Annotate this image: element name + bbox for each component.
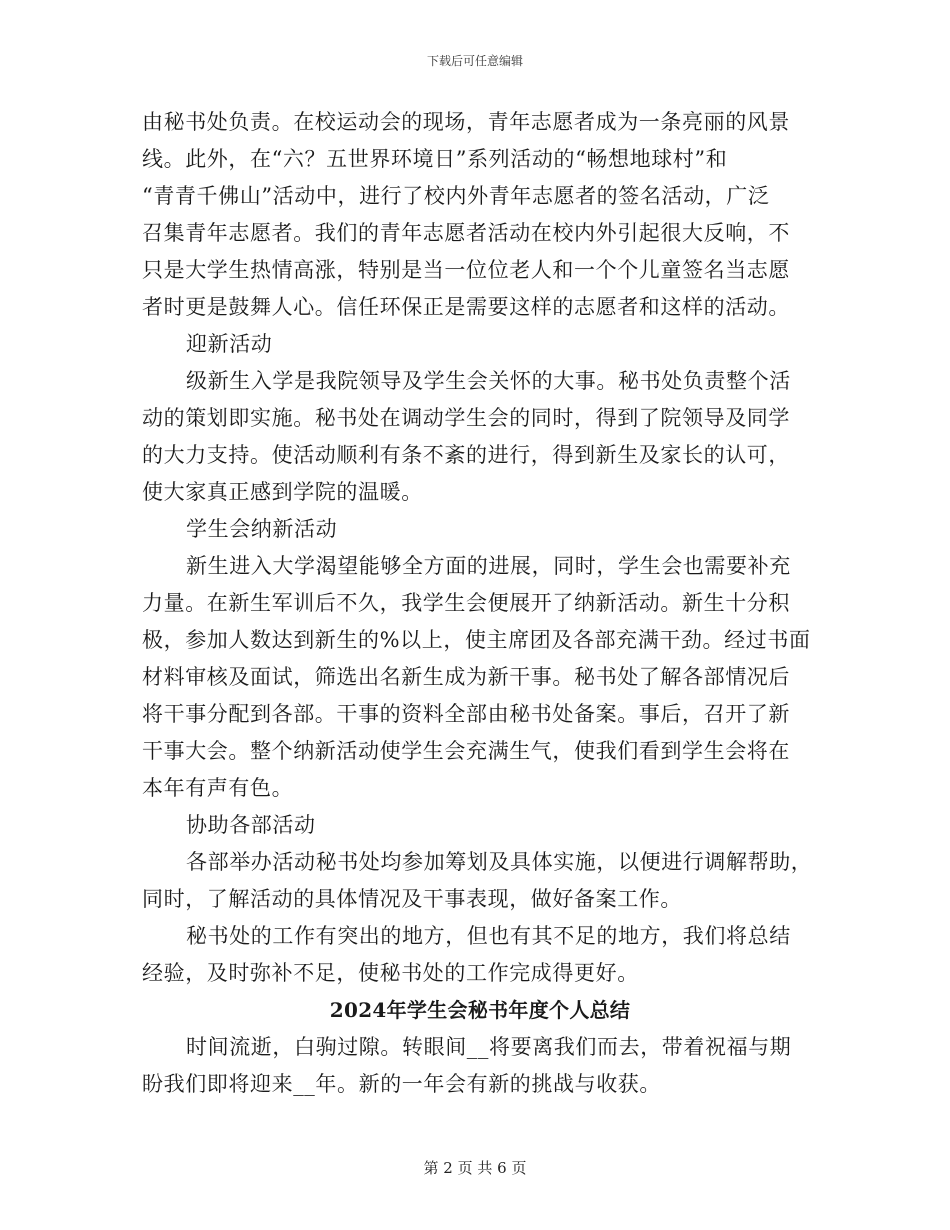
- body-line: 同时，了解活动的具体情况及干事表现，做好备案工作。: [142, 887, 682, 911]
- body-line: 者时更是鼓舞人心。信任环保正是需要这样的志愿者和这样的活动。: [142, 295, 790, 319]
- body-line: 力量。在新生军训后不久，我学生会便展开了纳新活动。新生十分积: [142, 591, 790, 615]
- body-line: 本年有声有色。: [142, 776, 294, 800]
- body-line: 的大力支持。使活动顺利有条不紊的进行，得到新生及家长的认可，: [142, 443, 790, 467]
- section-heading: 学生会纳新活动: [186, 517, 338, 541]
- body-line: 经验，及时弥补不足，使秘书处的工作完成得更好。: [142, 961, 639, 985]
- document-title: 2024年学生会秘书年度个人总结: [329, 998, 631, 1022]
- body-line: 动的策划即实施。秘书处在调动学生会的同时，得到了院领导及同学: [142, 406, 790, 430]
- body-line: 只是大学生热情高涨，特别是当一位位老人和一个个儿童签名当志愿: [142, 258, 790, 282]
- body-line: 材料审核及面试，筛选出名新生成为新干事。秘书处了解各部情况后: [142, 665, 790, 689]
- body-line: 时间流逝，白驹过隙。转眼间__将要离我们而去，带着祝福与期: [186, 1035, 792, 1059]
- body-line: 级新生入学是我院领导及学生会关怀的大事。秘书处负责整个活: [186, 369, 791, 393]
- body-line: 各部举办活动秘书处均参加筹划及具体实施，以便进行调解帮助，: [186, 850, 813, 874]
- page-header: 下载后可任意编辑: [426, 54, 523, 68]
- section-heading: 迎新活动: [186, 332, 273, 356]
- body-line: 召集青年志愿者。我们的青年志愿者活动在校内外引起很大反响，不: [142, 221, 790, 245]
- body-line: 线。此外，在“六？五世界环境日”系列活动的“畅想地球村”和: [142, 147, 728, 171]
- section-heading: 协助各部活动: [186, 813, 316, 837]
- body-line: 秘书处的工作有突出的地方，但也有其不足的地方，我们将总结: [186, 924, 791, 948]
- page-footer: 第 2 页 共 6 页: [423, 1159, 527, 1177]
- body-line: 使大家真正感到学院的温暖。: [142, 480, 423, 504]
- body-line: “青青千佛山”活动中，进行了校内外青年志愿者的签名活动，广泛: [142, 184, 770, 208]
- body-line: 盼我们即将迎来__年。新的一年会有新的挑战与收获。: [142, 1072, 661, 1096]
- body-line: 极，参加人数达到新生的%以上，使主席团及各部充满干劲。经过书面: [142, 628, 811, 652]
- body-line: 将干事分配到各部。干事的资料全部由秘书处备案。事后，召开了新: [142, 702, 790, 726]
- document-body: [142, 104, 818, 1103]
- body-line: 干事大会。整个纳新活动使学生会充满生气，使我们看到学生会将在: [142, 739, 790, 763]
- body-line: 新生进入大学渴望能够全方面的进展，同时，学生会也需要补充: [186, 554, 791, 578]
- body-line: 由秘书处负责。在校运动会的现场，青年志愿者成为一条亮丽的风景: [142, 110, 790, 134]
